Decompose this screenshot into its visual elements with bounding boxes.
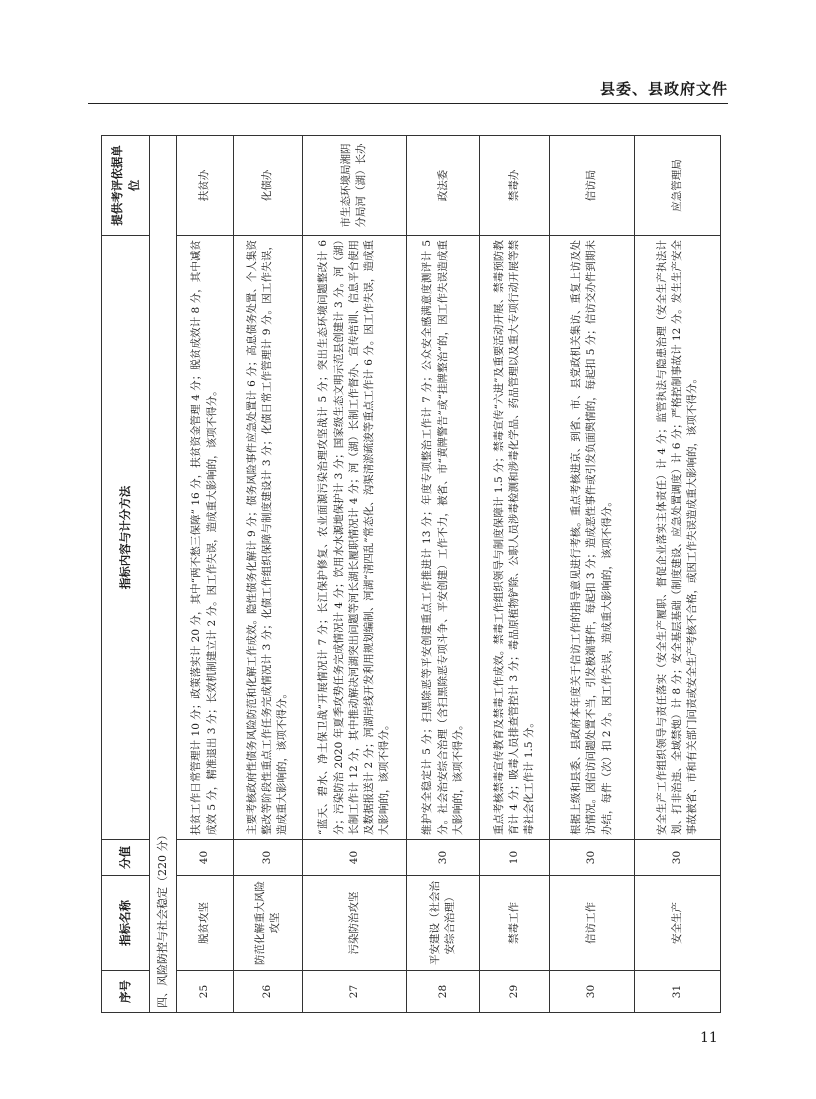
row-unit: 信访局 <box>549 136 635 236</box>
col-header-no: 序号 <box>102 971 150 1013</box>
row-name: 安全生产 <box>635 876 721 971</box>
section-row <box>150 136 177 1013</box>
row-no: 27 <box>302 971 406 1013</box>
row-no: 31 <box>635 971 721 1013</box>
table-row <box>549 136 635 1013</box>
row-unit: 禁毒办 <box>480 136 549 236</box>
page-header-title: 县委、县政府文件 <box>599 80 728 98</box>
row-no: 28 <box>406 971 479 1013</box>
row-content: 重点考核禁毒宣传教育及禁毒工作成效。禁毒工作组织领导与制度保障计 1.5 分；禁毒宣传“六进”及重要活动开展、禁毒预防教育计 4 分；吸毒人员排查管控计 3 分；毒品原植物铲除、公职人员涉毒检测和涉毒化学品、药品管理以及重大专项行动开展等禁毒社会化工作计 1.5 分。 <box>480 236 549 840</box>
row-content: 维护安全稳定计 5 分；扫黑除恶等平安创建重点工作推进计 13 分；年度专项整治工作计 7 分；公众安全感满意度测评计 5 分。社会治安综合治理（含扫黑除恶专项斗争、平安创建）工作不力，被省、市“黄牌警告”或“挂牌整治”的，因工作失误造成重大影响的，该项不得分。 <box>406 236 479 840</box>
table-row <box>176 136 233 1013</box>
row-name: 信访工作 <box>549 876 635 971</box>
row-name: 平安建设（社会治安综合治理） <box>406 876 479 971</box>
row-name: 防范化解重大风险攻坚 <box>233 876 302 971</box>
row-content: “蓝天、碧水、净土保卫战”开展情况计 7 分；长江保护修复、农业面源污染治理攻坚战计 5 分；突出生态环境问题整改计 6 分；污染防治 2020 年夏季攻势任务完成情况计 4 分；饮用水水源地保护计 3 分；国家级生态文明示范县创建计 3 分。河（湖）长制工作计 12 分，其中推动解决河湖突出问题等河长湖长履职情况计 4 分；河（湖）长制工作督办、宣传培训、信息平台使用及数据报送计 2 分；河湖岸线开发利用规划编制、河湖“清四乱”常态化、沟渠清淤疏浚等重点工作计 6 分。因工作失误，造成重大影响的，该项不得分。 <box>302 236 406 840</box>
row-no: 29 <box>480 971 549 1013</box>
row-score: 40 <box>302 840 406 876</box>
row-no: 30 <box>549 971 635 1013</box>
table-row <box>406 136 479 1013</box>
section-title: 四、风险防控与社会稳定（220 分） <box>150 136 177 1013</box>
table-row <box>480 136 549 1013</box>
row-score: 30 <box>406 840 479 876</box>
row-score: 30 <box>635 840 721 876</box>
row-name: 污染防治攻坚 <box>302 876 406 971</box>
rotated-table-container <box>101 136 721 1013</box>
col-header-unit: 提供考评依据单位 <box>102 136 150 236</box>
row-score: 30 <box>549 840 635 876</box>
row-unit: 扶贫办 <box>176 136 233 236</box>
header-divider <box>88 103 728 104</box>
table-row <box>635 136 721 1013</box>
table-row <box>302 136 406 1013</box>
row-name: 禁毒工作 <box>480 876 549 971</box>
col-header-name: 指标名称 <box>102 876 150 971</box>
row-unit: 市生态环境局湘阴分局河（湖）长办 <box>302 136 406 236</box>
row-content: 主要考核政府性债务风险防范和化解工作成效。隐性债务化解计 9 分；债务风险事件应急处置计 6 分；高息债务处置、个人集资整改等阶段性重点工作任务完成情况计 3 分；化债工作组织保障与制度建设计 3 分；化债日常工作管理计 9 分。因工作失误，造成重大影响的，该项不得分。 <box>233 236 302 840</box>
row-score: 40 <box>176 840 233 876</box>
table-header-row <box>102 136 150 1013</box>
col-header-score: 分值 <box>102 840 150 876</box>
col-header-content: 指标内容与计分方法 <box>102 236 150 840</box>
row-name: 脱贫攻坚 <box>176 876 233 971</box>
page-number: 11 <box>700 1030 718 1046</box>
row-no: 26 <box>233 971 302 1013</box>
row-no: 25 <box>176 971 233 1013</box>
row-unit: 政法委 <box>406 136 479 236</box>
evaluation-table <box>101 135 721 1013</box>
table-row <box>233 136 302 1013</box>
row-content: 扶贫工作日常管理计 10 分；政策落实计 20 分，其中“两不愁三保障” 16 分，扶贫资金管理 4 分；脱贫成效计 8 分，其中减贫成效 5 分，精准退出 3 分；长效机制建立计 2 分。因工作失误，造成重大影响的，该项不得分。 <box>176 236 233 840</box>
row-content: 根据上级和县委、县政府本年度关于信访工作的指导意见进行考核。重点考核进京、到省、市、县党政机关集访、重复上访及处访情况。因信访问题处置不当，引发极端事件，每起扣 3 分；造成恶性事件或引发负面舆情的，每起扣 5 分；信访交办件到期未办结，每件（次）扣 2 分。因工作失误，造成重大影响的，该项不得分。 <box>549 236 635 840</box>
row-unit: 化债办 <box>233 136 302 236</box>
row-unit: 应急管理局 <box>635 136 721 236</box>
row-score: 10 <box>480 840 549 876</box>
row-score: 30 <box>233 840 302 876</box>
row-content: 安全生产工作组织领导与责任落实（安全生产履职、督促企业落实主体责任）计 4 分；监管执法与隐患治理（安全生产执法计划、打非治违、全域禁炮）计 8 分；安全基层基础（制度建设、应急处置调度）计 6 分；严格控制事故计 12 分。发生生产安全事故被省、市和有关部门问责或安全生产考核不合格，或因工作失误造成重大影响的，该项不得分。 <box>635 236 721 840</box>
